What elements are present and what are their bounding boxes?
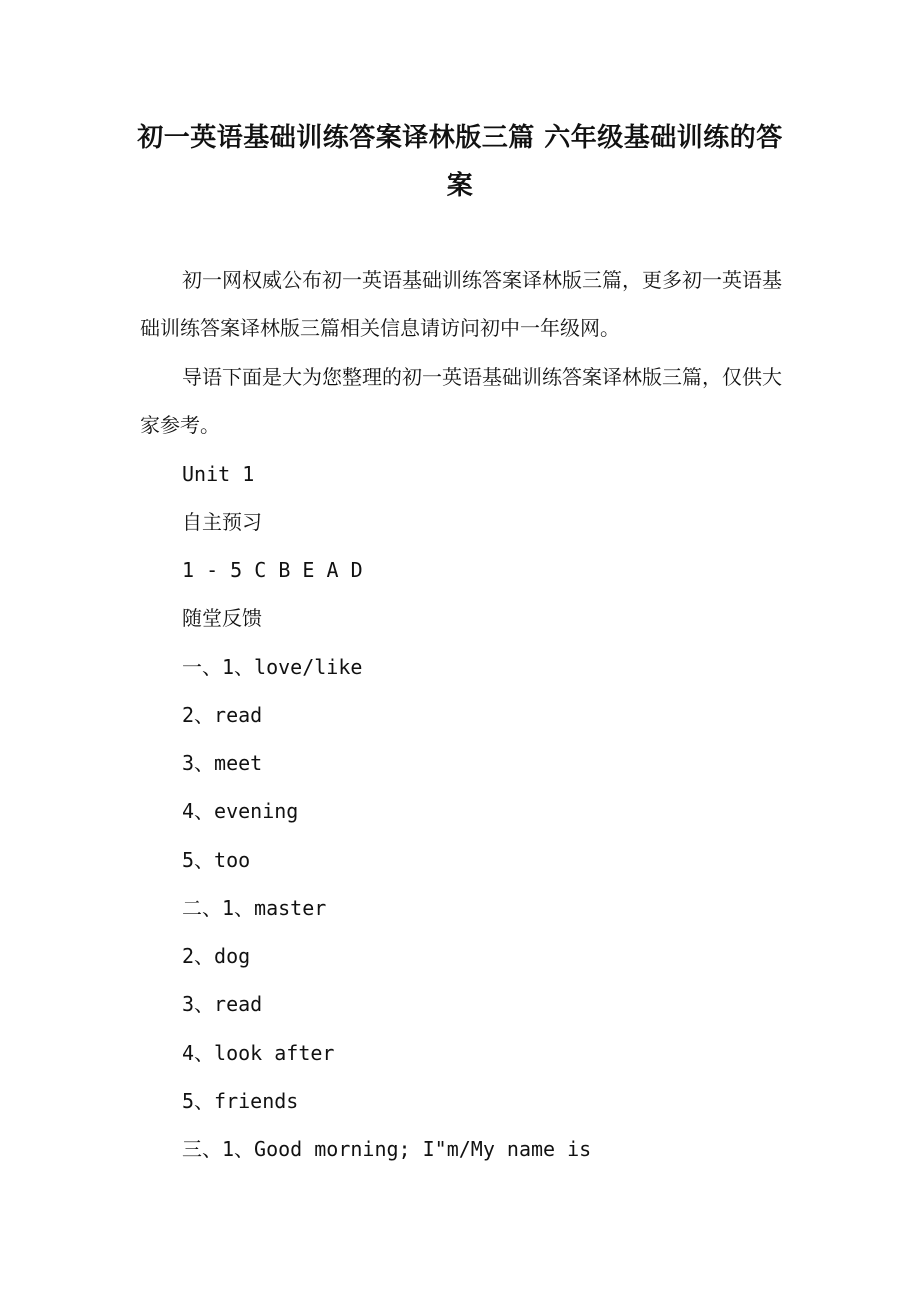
lead-paragraph: 导语下面是大为您整理的初一英语基础训练答案译林版三篇，仅供大家参考。 <box>140 365 782 437</box>
answer-line: 二、1、master <box>182 896 327 920</box>
answer-line: 5、too <box>182 848 251 872</box>
section-heading-preview: 自主预习 <box>182 510 262 534</box>
unit-heading: Unit 1 <box>182 462 255 486</box>
section-heading-feedback: 随堂反馈 <box>182 606 262 630</box>
answer-line: 2、read <box>182 703 263 727</box>
answer-line: 4、evening <box>182 799 299 823</box>
answer-line: 三、1、Good morning; I"m/My name is <box>182 1137 592 1161</box>
answer-line: 3、meet <box>182 751 263 775</box>
answer-line: 3、read <box>182 992 263 1016</box>
answer-line: 2、dog <box>182 944 251 968</box>
answer-line: 4、look after <box>182 1041 335 1065</box>
answer-line: 一、1、love/like <box>182 655 363 679</box>
answer-line: 1 - 5 C B E A D <box>182 558 363 582</box>
answer-line: 5、friends <box>182 1089 299 1113</box>
document-title: 初一英语基础训练答案译林版三篇 六年级基础训练的答案 <box>137 123 783 201</box>
intro-paragraph: 初一网权威公布初一英语基础训练答案译林版三篇，更多初一英语基础训练答案译林版三篇相关信息请访问初中一年级网。 <box>140 268 782 340</box>
